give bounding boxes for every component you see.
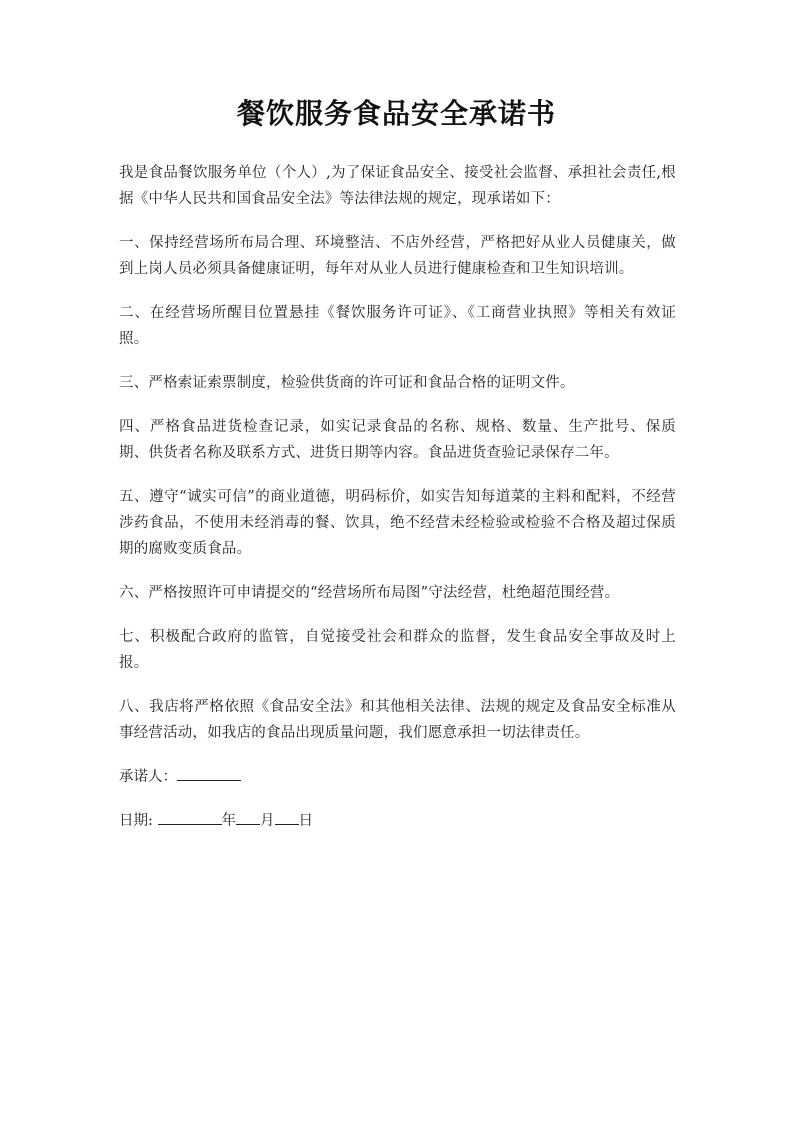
year-label: 年 (221, 813, 236, 829)
date-label: 日期: (119, 813, 153, 829)
intro-paragraph: 我是食品餐饮服务单位（个人）,为了保证食品安全、接受社会监督、承担社会责任,根据《中华人民共和国食品安全法》等法律法规的规定，现承诺如下： (119, 165, 676, 207)
month-label: 月 (260, 813, 275, 829)
document-title: 餐饮服务食品安全承诺书 (236, 97, 556, 130)
signatory-line (119, 764, 676, 790)
month-blank (236, 810, 260, 825)
date-line (119, 808, 676, 834)
clause-8: 八、我店将严格依照《食品安全法》和其他相关法律、法规的规定及食品安全标准从事经营活动，如我店的食品出现质量问题，我们愿意承担一切法律责任。 (119, 699, 676, 741)
day-blank (275, 810, 299, 825)
clause-5: 五、遵守“诚实可信”的商业道德，明码标价，如实告知每道菜的主料和配料，不经营涉药食品，不使用未经消毒的餐、饮具，绝不经营未经检验或检验不合格及超过保质期的腐败变质食品。 (119, 489, 676, 557)
clause-6: 六、严格按照许可申请提交的“经营场所布局图”守法经营，杜绝超范围经营。 (119, 585, 620, 601)
year-blank (158, 810, 222, 825)
document-body (119, 160, 676, 852)
clause-2: 二、在经营场所醒目位置悬挂《餐饮服务许可证》、《工商营业执照》等相关有效证照。 (119, 305, 676, 347)
clause-3: 三、严格索证索票制度，检验供货商的许可证和食品合格的证明文件。 (119, 375, 575, 391)
day-label: 日 (298, 813, 313, 829)
clause-1: 一、保持经营场所布局合理、环境整洁、不店外经营，严格把好从业人员健康关，做到上岗人员必须具备健康证明，每年对从业人员进行健康检查和卫生知识培训。 (119, 235, 676, 277)
clause-7: 七、积极配合政府的监管，自觉接受社会和群众的监督，发生食品安全事故及时上报。 (119, 629, 676, 671)
clause-4: 四、严格食品进货检查记录，如实记录食品的名称、规格、数量、生产批号、保质期、供货者名称及联系方式、进货日期等内容。食品进货查验记录保存二年。 (119, 419, 676, 461)
signatory-label: 承诺人： (119, 769, 177, 785)
signatory-blank (177, 766, 241, 781)
